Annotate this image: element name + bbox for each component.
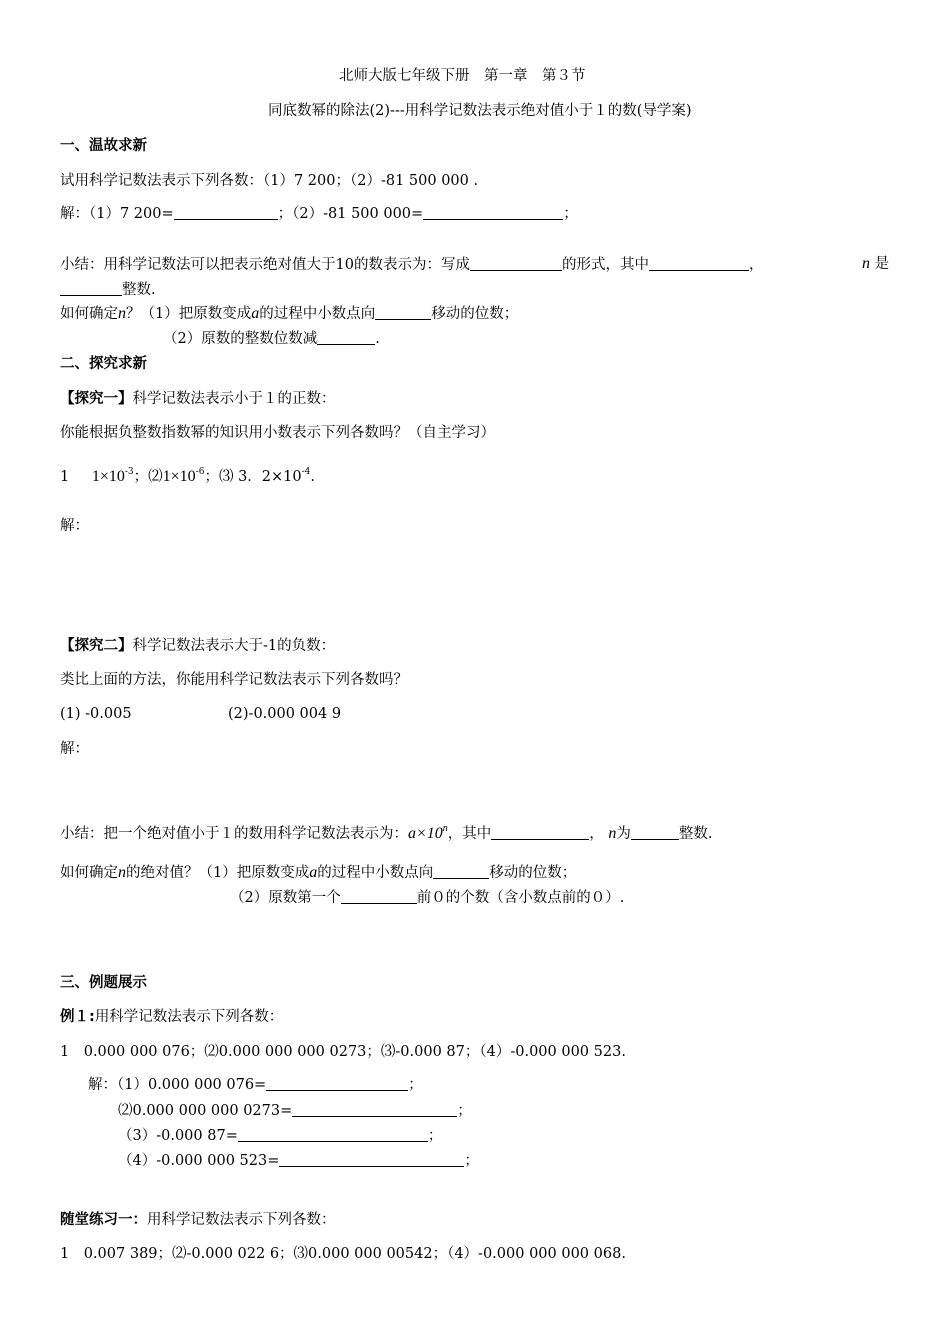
- s2-how-line: [60, 863, 576, 883]
- explore-1-items: [60, 462, 315, 487]
- answer-3-label: （3）-0.000 87=: [118, 1128, 238, 1144]
- example-1-tag: 例１:: [60, 1009, 95, 1025]
- expr-exponent-n: n: [442, 823, 448, 834]
- answer-blank[interactable]: [433, 864, 489, 879]
- explore-2-title: 科学记数法表示大于-1的负数：: [132, 638, 336, 654]
- explore-1-question: 你能根据负整数指数幂的知识用小数表示下列各数吗？（自主学习）: [60, 425, 495, 441]
- n-variable: n: [862, 255, 870, 272]
- n-variable: n: [118, 864, 126, 881]
- s2-summary-e: 整数.: [678, 826, 713, 842]
- s1-how-b: ？（1）把原数变成: [126, 306, 252, 322]
- s1-how-d: 移动的位数；: [431, 306, 519, 322]
- a-variable: a: [251, 305, 260, 322]
- s1-summary-b: 的形式，其中: [561, 257, 649, 273]
- s2-how-d: 移动的位数；: [489, 865, 577, 881]
- s1-answer-line: [60, 204, 578, 224]
- practice-1-title: 用科学记数法表示下列各数：: [147, 1212, 336, 1228]
- s2-how-b: 的绝对值？（1）把原数变成: [126, 865, 310, 881]
- s1-answer-b: ；（2）-81 500 000=: [277, 206, 424, 222]
- answer-blank[interactable]: [238, 1127, 428, 1142]
- s2-summary-d: 为: [616, 826, 631, 842]
- example-answer-3: [118, 1126, 442, 1146]
- s1-summary-c: ，: [748, 257, 764, 273]
- s1-answer-c: ；: [563, 206, 578, 222]
- expr-2-exponent: -6: [195, 467, 205, 477]
- n-variable: n: [118, 305, 126, 322]
- example-answer-1: [88, 1075, 423, 1095]
- item-separator: ；⑶ 3．2×10: [204, 469, 302, 485]
- s1-summary-line: [60, 255, 763, 275]
- a-variable: a: [309, 864, 318, 881]
- answer-2-label: ⑵0.000 000 000 0273=: [118, 1103, 293, 1119]
- explore-1-answer-label: 解：: [60, 518, 89, 534]
- document-title: 同底数幂的除法(2)---用科学记数法表示绝对值小于１的数(导学案): [268, 103, 692, 119]
- practice-1-tag: 随堂练习一：: [60, 1212, 147, 1228]
- s1-summary-2: 整数.: [122, 282, 156, 298]
- expr-a-times-10: a×10: [408, 825, 443, 842]
- explore-1-title-line: [60, 389, 336, 409]
- s1-how-line: [60, 304, 518, 324]
- s2-summary-a: 小结：把一个绝对值小于１的数用科学记数法表示为：: [60, 826, 408, 842]
- s2-how-c: 的过程中小数点向: [317, 865, 434, 881]
- item-end: .: [310, 469, 316, 485]
- s2-summary-line: [60, 819, 713, 844]
- answer-blank[interactable]: [375, 305, 431, 320]
- section-1-heading: 一、温故求新: [60, 138, 147, 154]
- n-variable: n: [608, 825, 617, 842]
- item-number: 1: [60, 469, 70, 485]
- practice-1-title-line: [60, 1210, 336, 1230]
- practice-1-items: 1 0.007 389；⑵-0.000 022 6；⑶0.000 000 00542；（4）-0.000 000 000 068.: [60, 1246, 626, 1262]
- item-separator: ；⑵: [133, 469, 163, 485]
- semicolon: ；: [408, 1077, 423, 1093]
- example-1-title-line: [60, 1007, 283, 1027]
- s1-question: 试用科学记数法表示下列各数：（1）7 200；（2）-81 500 000 .: [60, 173, 479, 189]
- s1-summary-n-tail: [862, 254, 889, 274]
- answer-blank[interactable]: [631, 825, 679, 840]
- answer-blank[interactable]: [174, 205, 278, 220]
- answer-blank[interactable]: [649, 256, 749, 271]
- header-line-1: 北师大版七年级下册 第一章 第３节: [339, 68, 586, 84]
- answer-blank[interactable]: [470, 256, 562, 271]
- answer-blank[interactable]: [423, 205, 563, 220]
- answer-blank[interactable]: [279, 1152, 464, 1167]
- explore-2-question: 类比上面的方法，你能用科学记数法表示下列各数吗？: [60, 672, 408, 688]
- s2-summary-b: ，其中: [447, 826, 492, 842]
- explore-2-tag: 【探究二】: [60, 638, 133, 654]
- s1-summary-a: 小结：用科学记数法可以把表示绝对值大于10的数表示为：写成: [60, 257, 470, 273]
- semicolon: ；: [427, 1128, 443, 1144]
- s2-how-line-2: [230, 888, 624, 908]
- s1-summary-line-2: [60, 280, 156, 300]
- example-answer-4: [118, 1151, 479, 1171]
- answer-blank[interactable]: [491, 825, 589, 840]
- expr-2: 1×10: [162, 468, 196, 485]
- s1-how2-b: .: [375, 331, 380, 347]
- explore-1-title: 科学记数法表示小于１的正数：: [132, 391, 336, 407]
- explore-2-answer-label: 解：: [60, 741, 89, 757]
- answer-blank[interactable]: [266, 1076, 408, 1091]
- explore-2-title-line: [60, 636, 335, 656]
- expr-1: 1×10: [91, 468, 125, 485]
- answer-1-label: 解：（1）0.000 000 076=: [88, 1077, 267, 1093]
- answer-blank[interactable]: [317, 330, 375, 345]
- explore-2-item-2: (2)-0.000 004 9: [228, 706, 342, 722]
- section-3-heading: 三、例题展示: [60, 975, 147, 991]
- semicolon: ；: [464, 1153, 479, 1169]
- section-2-heading: 二、探究求新: [60, 356, 147, 372]
- answer-blank[interactable]: [292, 1102, 457, 1117]
- explore-1-tag: 【探究一】: [60, 391, 133, 407]
- s1-how-c: 的过程中小数点向: [259, 306, 376, 322]
- s2-how2-b: 前０的个数（含小数点前的０）.: [416, 890, 625, 906]
- example-1-items: 1 0.000 000 076；⑵0.000 000 000 0273；⑶-0.000 87；（4）-0.000 000 523.: [60, 1044, 626, 1060]
- semicolon: ；: [457, 1103, 472, 1119]
- answer-blank[interactable]: [60, 281, 122, 296]
- s1-how2-a: （2）原数的整数位数减: [163, 331, 318, 347]
- answer-blank[interactable]: [341, 889, 417, 904]
- example-1-title: 用科学记数法表示下列各数：: [94, 1009, 284, 1025]
- answer-4-label: （4）-0.000 000 523=: [118, 1153, 280, 1169]
- s1-summary-d: 是: [874, 256, 890, 272]
- s1-how-line-2: [163, 329, 380, 349]
- s1-answer-a: 解：（1）7 200=: [60, 206, 174, 222]
- example-answer-2: [118, 1101, 472, 1121]
- s2-summary-c: ，: [589, 826, 604, 842]
- s2-how-a: 如何确定: [60, 865, 118, 881]
- s2-how2-a: （2）原数第一个: [230, 890, 341, 906]
- expr-3-exponent: -4: [301, 467, 311, 477]
- s1-how-a: 如何确定: [60, 306, 118, 322]
- explore-2-item-1: (1) -0.005: [60, 706, 132, 722]
- expr-1-exponent: -3: [124, 467, 134, 477]
